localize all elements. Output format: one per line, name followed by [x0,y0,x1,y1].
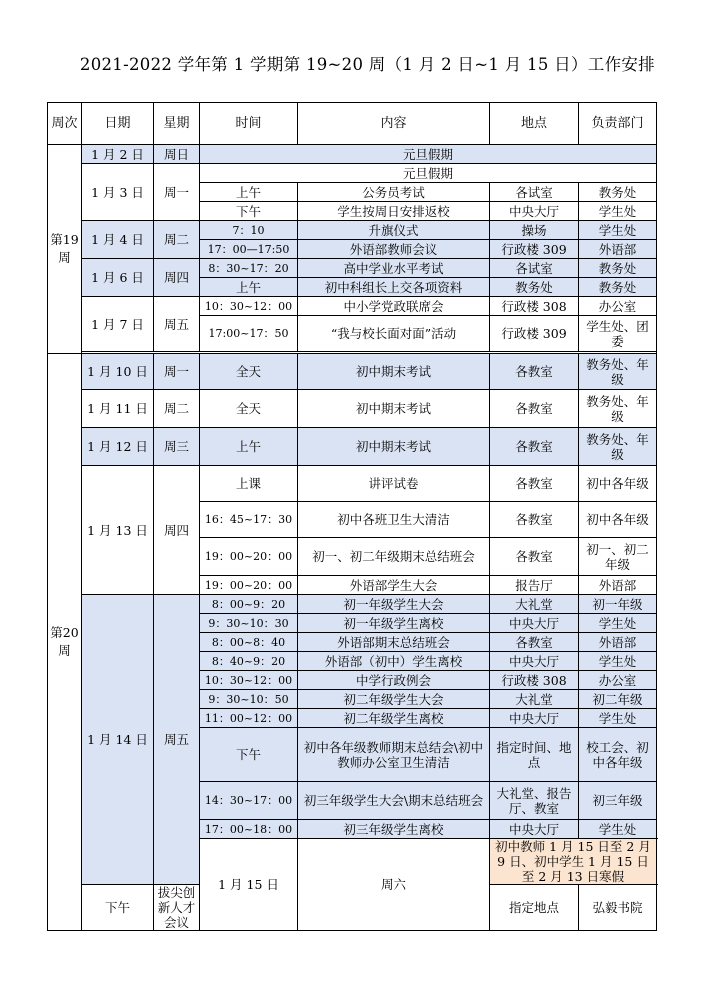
content-cell: 初一、初二年级期末总结班会 [298,538,490,576]
date-cell: 1 月 2 日 [82,145,154,164]
time-cell: 19：00~20：00 [200,538,298,576]
location-cell: 各教室 [490,354,579,390]
location-cell: 各教室 [490,502,579,538]
table-row [48,595,657,614]
dept-cell: 初一年级 [579,595,657,614]
date-cell: 1 月 3 日 [82,164,154,221]
content-cell: “我与校长面对面”活动 [298,316,490,352]
content-cell: 初中期末考试 [298,354,490,390]
weekday-cell: 周日 [154,145,200,164]
location-cell: 中央大厅 [490,820,579,839]
time-cell: 下午 [82,885,154,931]
weekday-cell: 周五 [154,595,200,885]
header-location: 地点 [490,103,579,145]
table-row [48,145,657,164]
dept-cell: 初中各年级 [579,502,657,538]
dept-cell: 学生处 [579,221,657,240]
document-title: 2021-2022 学年第 1 学期第 19~20 周（1 月 2 日~1 月 15 日）工作安排 [79,55,655,74]
time-cell: 8：40~9：20 [200,652,298,671]
dept-cell: 学生处 [579,652,657,671]
time-cell: 9：30~10：50 [200,690,298,709]
date-cell: 1 月 6 日 [82,259,154,297]
weekday-cell: 周二 [154,390,200,428]
content-cell: 高中学业水平考试 [298,259,490,278]
time-cell: 上午 [200,183,298,202]
weekday-cell: 周六 [298,839,490,931]
time-cell: 全天 [200,390,298,428]
weekday-cell: 周五 [154,297,200,352]
dept-cell: 初一、初二年级 [579,538,657,576]
location-cell: 操场 [490,221,579,240]
dept-cell: 初中各年级 [579,466,657,502]
header-week: 周次 [48,103,82,145]
location-cell: 各教室 [490,428,579,466]
weekday-cell: 周四 [154,259,200,297]
content-cell: 初三年级学生离校 [298,820,490,839]
dept-cell: 学生处 [579,202,657,221]
dept-cell: 教务处、年级 [579,354,657,390]
weekday-cell: 周一 [154,354,200,390]
date-cell: 1 月 7 日 [82,297,154,352]
table-row [48,297,657,316]
dept-cell: 初二年级 [579,690,657,709]
location-cell: 各教室 [490,466,579,502]
table-row [48,354,657,390]
dept-cell: 校工会、初中各年级 [579,728,657,782]
time-cell: 17：00—17:50 [200,240,298,259]
table-row [48,221,657,240]
content-cell: 外语部（初中）学生离校 [298,652,490,671]
date-cell: 1 月 10 日 [82,354,154,390]
location-cell: 报告厅 [490,576,579,595]
header-weekday: 星期 [154,103,200,145]
dept-cell: 办公室 [579,297,657,316]
date-cell: 1 月 12 日 [82,428,154,466]
content-cell: 初中各班卫生大清洁 [298,502,490,538]
location-cell: 指定时间、地点 [490,728,579,782]
dept-cell: 学生处、团委 [579,316,657,352]
dept-cell: 外语部 [579,576,657,595]
location-cell: 教务处 [490,278,579,297]
table-row [48,466,657,502]
week-19-cell: 第19周 [48,145,82,354]
content-cell: 初中科组长上交各项资料 [298,278,490,297]
schedule-table [47,102,657,931]
weekday-cell: 周二 [154,221,200,259]
time-cell: 8：30~17：20 [200,259,298,278]
date-cell: 1 月 4 日 [82,221,154,259]
holiday-note: 元旦假期 [200,145,657,164]
location-cell: 各试室 [490,259,579,278]
time-cell: 17：00~18：00 [200,820,298,839]
time-cell: 8：00~8：40 [200,633,298,652]
dept-cell: 学生处 [579,709,657,728]
time-cell: 9：30~10：30 [200,614,298,633]
location-cell: 各教室 [490,390,579,428]
header-row [48,103,657,145]
dept-cell: 外语部 [579,240,657,259]
winter-break-note: 初中教师 1 月 15 日至 2 月 9 日、初中学生 1 月 15 日至 2 月 13 日寒假 [490,839,657,885]
time-cell: 16：45~17：30 [200,502,298,538]
time-cell: 全天 [200,354,298,390]
time-cell: 19：00~20：00 [200,576,298,595]
date-cell: 1 月 14 日 [82,595,154,885]
content-cell: 初三年级学生大会\期末总结班会 [298,782,490,820]
content-cell: 初中期末考试 [298,390,490,428]
location-cell: 大礼堂 [490,595,579,614]
content-cell: 学生按周日安排返校 [298,202,490,221]
time-cell: 下午 [200,202,298,221]
content-cell: 外语部期末总结班会 [298,633,490,652]
holiday-note: 元旦假期 [200,164,657,183]
dept-cell: 外语部 [579,633,657,652]
dept-cell: 教务处 [579,259,657,278]
location-cell: 中央大厅 [490,614,579,633]
location-cell: 各教室 [490,633,579,652]
header-date: 日期 [82,103,154,145]
location-cell: 中央大厅 [490,652,579,671]
content-cell: 初一年级学生离校 [298,614,490,633]
content-cell: 外语部教师会议 [298,240,490,259]
content-cell: 中学行政例会 [298,671,490,690]
time-cell: 7：10 [200,221,298,240]
content-cell: 初一年级学生大会 [298,595,490,614]
content-cell: 公务员考试 [298,183,490,202]
dept-cell: 学生处 [579,820,657,839]
table-row [48,390,657,428]
table-row [48,428,657,466]
dept-cell: 教务处 [579,278,657,297]
header-time: 时间 [200,103,298,145]
content-cell: 初二年级学生离校 [298,709,490,728]
dept-cell: 学生处 [579,614,657,633]
time-cell: 10：30~12：00 [200,671,298,690]
weekday-cell: 周四 [154,466,200,595]
weekday-cell: 周一 [154,164,200,221]
header-dept: 负责部门 [579,103,657,145]
location-cell: 指定地点 [490,885,579,931]
time-cell: 上午 [200,428,298,466]
location-cell: 各试室 [490,183,579,202]
dept-cell: 教务处、年级 [579,390,657,428]
date-cell: 1 月 11 日 [82,390,154,428]
content-cell: 拔尖创新人才会议 [154,885,200,931]
time-cell: 上课 [200,466,298,502]
dept-cell: 初三年级 [579,782,657,820]
dept-cell: 办公室 [579,671,657,690]
location-cell: 行政楼 309 [490,240,579,259]
location-cell: 行政楼 308 [490,671,579,690]
dept-cell: 教务处 [579,183,657,202]
header-content: 内容 [298,103,490,145]
location-cell: 大礼堂 [490,690,579,709]
content-cell: 中小学党政联席会 [298,297,490,316]
date-cell: 1 月 13 日 [82,466,154,595]
content-cell: 升旗仪式 [298,221,490,240]
content-cell: 初中期末考试 [298,428,490,466]
time-cell: 11：00~12：00 [200,709,298,728]
content-cell: 初中各年级教师期末总结会\初中教师办公室卫生清洁 [298,728,490,782]
dept-cell: 弘毅书院 [579,885,657,931]
date-cell: 1 月 15 日 [200,839,298,931]
content-cell: 讲评试卷 [298,466,490,502]
location-cell: 行政楼 308 [490,297,579,316]
time-cell: 下午 [200,728,298,782]
location-cell: 大礼堂、报告厅、教室 [490,782,579,820]
table-row [48,164,657,183]
dept-cell: 教务处、年级 [579,428,657,466]
content-cell: 外语部学生大会 [298,576,490,595]
time-cell: 上午 [200,278,298,297]
location-cell: 中央大厅 [490,202,579,221]
time-cell: 14：30~17：00 [200,782,298,820]
location-cell: 中央大厅 [490,709,579,728]
time-cell: 17:00~17：50 [200,316,298,352]
time-cell: 10：30~12：00 [200,297,298,316]
content-cell: 初二年级学生大会 [298,690,490,709]
time-cell: 8：00~9：20 [200,595,298,614]
week-20-cell: 第20周 [48,354,82,931]
weekday-cell: 周三 [154,428,200,466]
table-row [48,259,657,278]
location-cell: 各教室 [490,538,579,576]
location-cell: 行政楼 309 [490,316,579,352]
